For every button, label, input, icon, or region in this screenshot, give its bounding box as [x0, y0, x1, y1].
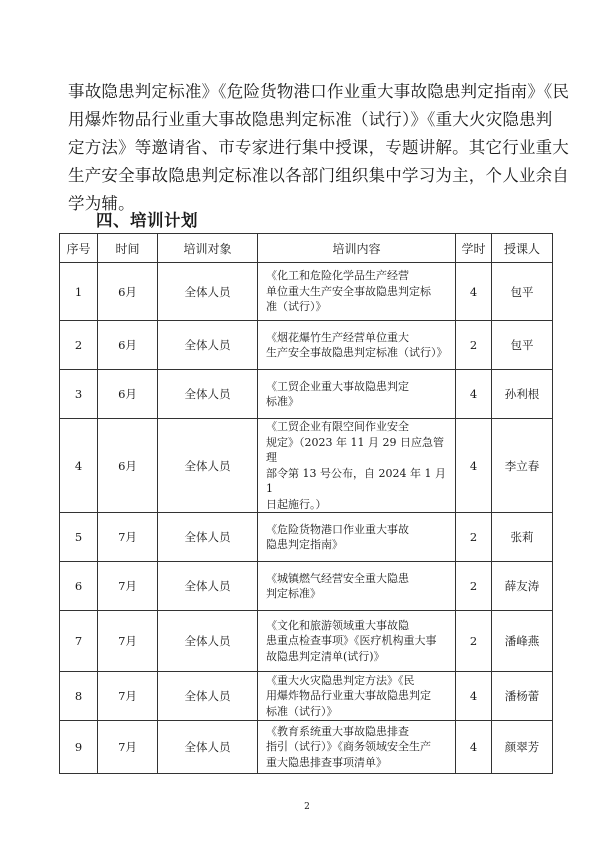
- cell-content: [258, 562, 456, 611]
- cell-lecturer: 张莉: [492, 513, 553, 562]
- paragraph-line: 用爆炸物品行业重大事故隐患判定标准（试行）》《重大火灾隐患判: [68, 110, 553, 129]
- paragraph-line: 事故隐患判定标准》《危险货物港口作业重大事故隐患判定指南》《民: [68, 82, 570, 101]
- cell-hours: 4: [456, 370, 492, 419]
- cell-lecturer: 潘峰燕: [492, 611, 553, 672]
- cell-audience: 全体人员: [158, 513, 258, 562]
- content-line: 《危险货物港口作业重大事故: [266, 522, 409, 536]
- header-no: 序号: [60, 234, 98, 263]
- cell-hours: 2: [456, 321, 492, 370]
- table-row: [60, 321, 553, 370]
- cell-no: 3: [60, 370, 98, 419]
- cell-no: 1: [60, 263, 98, 321]
- header-time: 时间: [98, 234, 158, 263]
- cell-hours: 2: [456, 562, 492, 611]
- cell-audience: 全体人员: [158, 321, 258, 370]
- cell-time: 7月: [98, 562, 158, 611]
- table-header-row: [60, 234, 553, 263]
- content-line: 《化工和危险化学品生产经营: [266, 269, 409, 283]
- cell-time: 7月: [98, 721, 158, 774]
- cell-audience: 全体人员: [158, 370, 258, 419]
- paragraph-line: 生产安全事故隐患判定标准以各部门组织集中学习为主，个人业余自: [68, 166, 569, 185]
- cell-lecturer: 薛友涛: [492, 562, 553, 611]
- header-hours: 学时: [456, 234, 492, 263]
- table-row: [60, 562, 553, 611]
- content-line: 单位重大生产安全事故隐患判定标: [266, 284, 431, 298]
- page-number: 2: [304, 802, 310, 812]
- content-line: 标准（试行）》: [266, 704, 338, 718]
- cell-time: 6月: [98, 370, 158, 419]
- content-line: 患重点检查事项》《医疗机构重大事: [266, 634, 437, 648]
- cell-audience: 全体人员: [158, 263, 258, 321]
- header-audience: 培训对象: [158, 234, 258, 263]
- content-line: 《工贸企业有限空间作业安全: [266, 420, 409, 433]
- cell-hours: 4: [456, 672, 492, 721]
- content-line: 准（试行）》: [266, 300, 327, 314]
- cell-audience: 全体人员: [158, 721, 258, 774]
- cell-content: [258, 263, 456, 321]
- table-row: [60, 370, 553, 419]
- cell-no: 2: [60, 321, 98, 370]
- cell-no: 7: [60, 611, 98, 672]
- cell-lecturer: 孙利根: [492, 370, 553, 419]
- cell-content: [258, 611, 456, 672]
- cell-time: 6月: [98, 419, 158, 513]
- header-lecturer: 授课人: [492, 234, 553, 263]
- content-line: 部令第 13 号公布，自 2024 年 1 月 1: [266, 466, 446, 495]
- table-row: [60, 419, 553, 513]
- cell-hours: 4: [456, 721, 492, 774]
- content-line: 《烟花爆竹生产经营单位重大: [266, 330, 409, 344]
- cell-time: 6月: [98, 321, 158, 370]
- cell-content: [258, 419, 456, 513]
- content-line: 生产安全事故隐患判定标准（试行）》: [266, 346, 448, 359]
- cell-lecturer: 李立春: [492, 419, 553, 513]
- cell-audience: 全体人员: [158, 562, 258, 611]
- cell-audience: 全体人员: [158, 611, 258, 672]
- cell-hours: 4: [456, 263, 492, 321]
- cell-lecturer: 颜翠芳: [492, 721, 553, 774]
- cell-lecturer: 包平: [492, 263, 553, 321]
- cell-no: 5: [60, 513, 98, 562]
- cell-content: [258, 321, 456, 370]
- table-row: [60, 263, 553, 321]
- cell-hours: 2: [456, 611, 492, 672]
- content-line: 用爆炸物品行业重大事故隐患判定: [266, 689, 431, 703]
- table-row: [60, 721, 553, 774]
- training-plan-table: [59, 233, 553, 774]
- content-line: 《教育系统重大事故隐患排查: [266, 724, 409, 738]
- cell-no: 8: [60, 672, 98, 721]
- content-line: 日起施行。）: [266, 497, 327, 511]
- content-line: 规定》（2023 年 11 月 29 日应急管理: [266, 435, 444, 464]
- content-line: 《重大火灾隐患判定方法》《民: [266, 673, 415, 687]
- cell-no: 4: [60, 419, 98, 513]
- body-paragraph: [68, 78, 570, 218]
- cell-lecturer: 包平: [492, 321, 553, 370]
- paragraph-line: 学为辅。: [68, 194, 135, 213]
- cell-time: 7月: [98, 672, 158, 721]
- content-line: 故隐患判定清单(试行)》: [266, 649, 385, 663]
- cell-content: [258, 721, 456, 774]
- table-row: [60, 513, 553, 562]
- content-line: 《城镇燃气经营安全重大隐患: [266, 571, 409, 585]
- content-line: 标准》: [266, 395, 299, 408]
- cell-audience: 全体人员: [158, 672, 258, 721]
- content-line: 隐患判定指南》: [266, 538, 343, 551]
- cell-no: 9: [60, 721, 98, 774]
- table-row: [60, 611, 553, 672]
- cell-hours: 2: [456, 513, 492, 562]
- cell-audience: 全体人员: [158, 419, 258, 513]
- cell-content: [258, 672, 456, 721]
- cell-content: [258, 513, 456, 562]
- section-heading: 四、培训计划: [96, 211, 198, 230]
- table-row: [60, 672, 553, 721]
- cell-time: 7月: [98, 611, 158, 672]
- cell-hours: 4: [456, 419, 492, 513]
- paragraph-line: 定方法》等邀请省、市专家进行集中授课，专题讲解。其它行业重大: [68, 138, 569, 157]
- cell-time: 7月: [98, 513, 158, 562]
- content-line: 指引（试行）》《商务领域安全生产: [266, 740, 431, 754]
- cell-lecturer: 潘杨蕾: [492, 672, 553, 721]
- cell-content: [258, 370, 456, 419]
- content-line: 《文化和旅游领域重大事故隐: [266, 618, 409, 632]
- content-line: 判定标准》: [266, 587, 321, 600]
- cell-no: 6: [60, 562, 98, 611]
- cell-time: 6月: [98, 263, 158, 321]
- content-line: 重大隐患排查事项清单》: [266, 755, 387, 769]
- header-content: 培训内容: [258, 234, 456, 263]
- content-line: 《工贸企业重大事故隐患判定: [266, 379, 409, 393]
